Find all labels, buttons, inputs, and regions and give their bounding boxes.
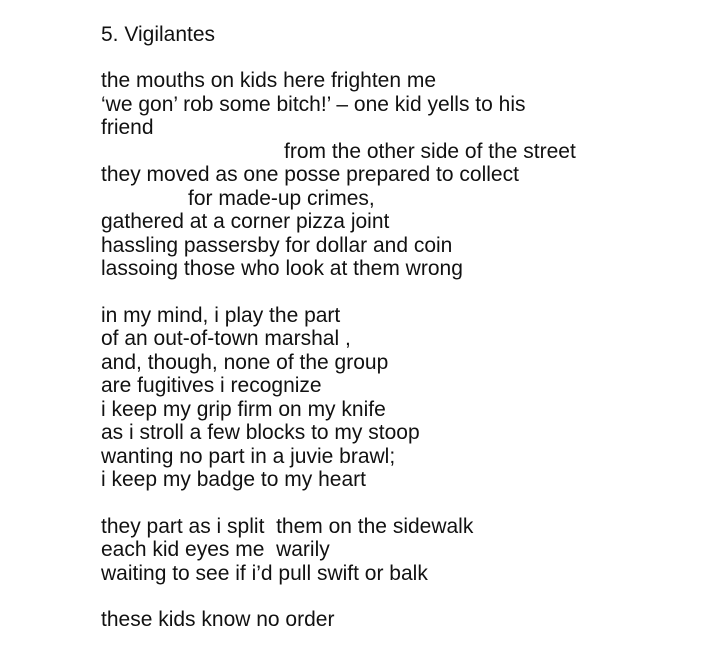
poem-body [101,69,701,632]
poem-line: each kid eyes me warily [101,538,330,561]
poem-line: from the other side of the street [284,139,576,163]
poem-title: 5. Vigilantes [101,23,216,46]
poem-line: in my mind, i play the part [101,303,341,327]
poem-line: i keep my badge to my heart [101,468,366,491]
poem-line: friend [101,116,154,139]
poem-line: are fugitives i recognize [101,374,322,397]
stanza [101,515,701,586]
poem-line: as i stroll a few blocks to my stoop [101,421,420,444]
poem-line: waiting to see if i’d pull swift or balk [101,561,428,585]
poem-line: hassling passersby for dollar and coin [101,233,453,257]
poem-line: gathered at a corner pizza joint [101,210,390,233]
poem-line: the mouths on kids here frighten me [101,69,437,92]
poem-line: these kids know no order [101,608,335,631]
poem-page [101,23,701,655]
poem-line: i keep my grip firm on my knife [101,397,386,421]
poem-line: and, though, none of the group [101,350,389,374]
stanza [101,304,701,492]
stanza [101,608,701,632]
poem-line: they moved as one posse prepared to collect [101,163,519,186]
poem-line: they part as i split them on the sidewalk [101,514,474,538]
poem-line: of an out-of-town marshal , [101,327,351,350]
stanza [101,69,701,281]
poem-line: ‘we gon’ rob some bitch!’ – one kid yells to his [101,92,526,116]
poem-line: for made-up crimes, [188,186,375,210]
poem-line: wanting no part in a juvie brawl; [101,444,396,468]
poem-line: lassoing those who look at them wrong [101,257,463,280]
